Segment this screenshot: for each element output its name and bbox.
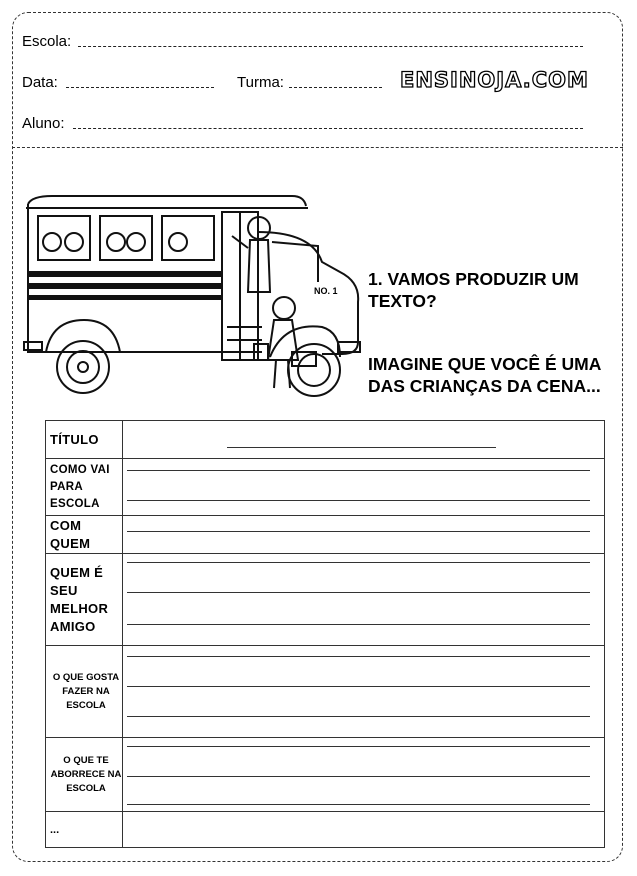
form-row-with-whom (46, 516, 605, 554)
date-field[interactable] (66, 87, 214, 88)
form-lines-best-friend[interactable] (123, 554, 605, 646)
school-bus-illustration (22, 192, 362, 412)
writing-line[interactable] (127, 470, 590, 471)
form-row-annoys (46, 738, 605, 812)
writing-line[interactable] (127, 592, 590, 593)
form-row-other (46, 812, 605, 848)
writing-line[interactable] (127, 686, 590, 687)
writing-line[interactable] (127, 562, 590, 563)
writing-line[interactable] (127, 656, 590, 657)
form-label-likes: O QUE GOSTA FAZER NA ESCOLA (52, 671, 120, 711)
form-row-transport (46, 459, 605, 516)
writing-line[interactable] (127, 776, 590, 777)
form-lines-transport[interactable] (123, 459, 605, 516)
form-label-other: ... (46, 812, 123, 848)
writing-form (45, 420, 605, 848)
class-field[interactable] (289, 87, 382, 88)
form-lines-title[interactable] (123, 421, 605, 459)
form-lines-with-whom[interactable] (123, 516, 605, 554)
school-field[interactable] (78, 46, 583, 47)
form-row-likes (46, 646, 605, 738)
bus-icon (22, 192, 362, 407)
student-label: Aluno: (22, 115, 65, 132)
form-row-title (46, 421, 605, 459)
writing-line[interactable] (227, 447, 496, 448)
form-label-likes-cell (46, 646, 123, 738)
brand-logo: ENSINOJA.COM (400, 68, 589, 92)
form-label-transport: COMO VAI PARA ESCOLA (46, 459, 123, 516)
writing-line[interactable] (127, 804, 590, 805)
form-label-title: TÍTULO (46, 421, 123, 459)
form-row-best-friend (46, 554, 605, 646)
writing-line[interactable] (127, 624, 590, 625)
form-lines-annoys[interactable] (123, 738, 605, 812)
form-label-annoys-cell (46, 738, 123, 812)
date-label: Data: (22, 74, 58, 91)
school-label: Escola: (22, 33, 72, 50)
class-label: Turma: (237, 74, 284, 91)
form-lines-other[interactable] (123, 812, 605, 848)
form-label-best-friend: QUEM É SEU MELHOR AMIGO (46, 554, 123, 646)
student-field[interactable] (73, 128, 583, 129)
writing-line[interactable] (127, 531, 590, 532)
question-title: 1. VAMOS PRODUZIR UM TEXTO? (368, 269, 579, 311)
bus-plate: NO. 1 (314, 286, 338, 296)
form-lines-likes[interactable] (123, 646, 605, 738)
header-separator (12, 147, 623, 148)
question-instruction: IMAGINE QUE VOCÊ É UMA DAS CRIANÇAS DA CENA... (368, 354, 601, 396)
form-label-annoys: O QUE TE ABORRECE NA ESCOLA (50, 754, 122, 794)
writing-line[interactable] (127, 746, 590, 747)
writing-line[interactable] (127, 716, 590, 717)
form-label-with-whom: COM QUEM (46, 516, 123, 554)
writing-line[interactable] (127, 500, 590, 501)
